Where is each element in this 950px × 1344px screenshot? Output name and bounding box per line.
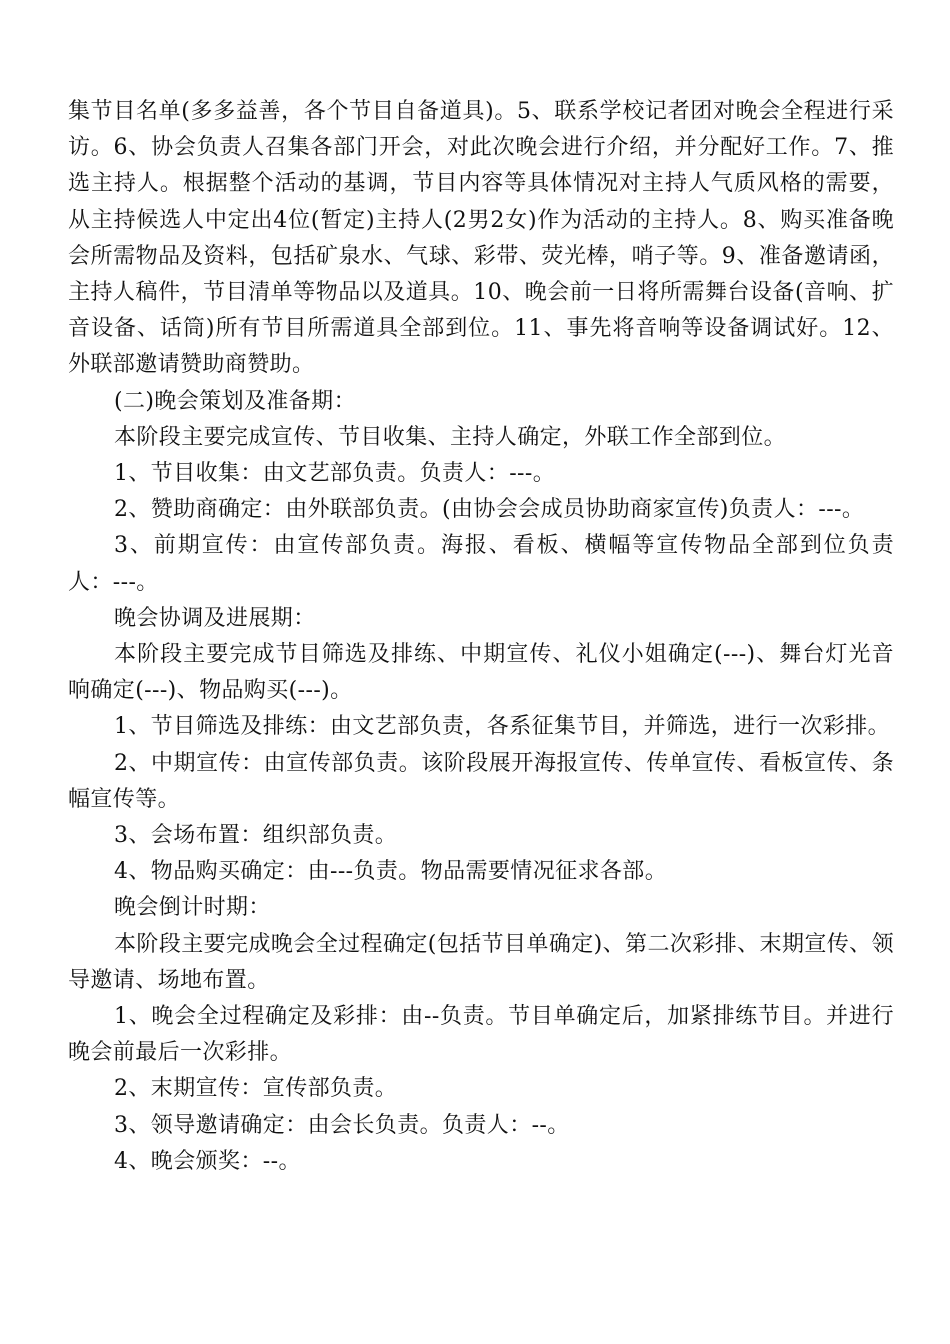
paragraph-7: 晚会协调及进展期： — [114, 605, 316, 631]
paragraph-1: 集节目名单(多多益善，各个节目自备道具)。5、联系学校记者团对晚会全程进行采访。6、协会负责人召集各部门开会，对此次晚会进行介绍，并分配好工作。7、推选主持人。根据整个活动的基调，节目内容等具体情况对主持人气质风格的需要，从主持候选人中定出4位(暂定)主持人(2男2女)作为活动的主持人。8、购买准备晚会所需物品及资料，包括矿泉水、气球、彩带、荧光棒，哨子等。9、准备邀请函，主持人稿件，节目清单等物品以及道具。10、晚会前一日将所需舞台设备(音响、扩音设备、话筒)所有节目所需道具全部到位。11、事先将音响等设备调试好。12、外联部邀请赞助商赞助。 — [68, 99, 894, 378]
paragraph-3: 本阶段主要完成宣传、节目收集、主持人确定，外联工作全部到位。 — [114, 424, 787, 450]
paragraph-5: 2、赞助商确定：由外联部负责。(由协会会成员协助商家宣传)负责人：---。 — [114, 497, 865, 523]
paragraph-17: 3、领导邀请确定：由会长负责。负责人：--。 — [114, 1112, 570, 1138]
paragraph-12: 4、物品购买确定：由---负责。物品需要情况征求各部。 — [114, 859, 668, 885]
document-body — [68, 94, 894, 1180]
paragraph-10: 2、中期宣传：由宣传部负责。该阶段展开海报宣传、传单宣传、看板宣传、条幅宣传等。 — [68, 750, 894, 812]
paragraph-16: 2、末期宣传：宣传部负责。 — [114, 1076, 398, 1102]
paragraph-9: 1、节目筛选及排练：由文艺部负责，各系征集节目，并筛选，进行一次彩排。 — [114, 714, 890, 740]
paragraph-4: 1、节目收集：由文艺部负责。负责人：---。 — [114, 461, 556, 487]
paragraph-13: 晚会倒计时期： — [114, 895, 271, 921]
paragraph-6: 3、前期宣传：由宣传部负责。海报、看板、横幅等宣传物品全部到位负责人：---。 — [68, 533, 894, 595]
paragraph-8: 本阶段主要完成节目筛选及排练、中期宣传、礼仪小姐确定(---)、舞台灯光音响确定(---)、物品购买(---)。 — [68, 642, 894, 704]
paragraph-15: 1、晚会全过程确定及彩排：由--负责。节目单确定后，加紧排练节目。并进行晚会前最后一次彩排。 — [68, 1004, 894, 1066]
paragraph-2: (二)晚会策划及准备期： — [114, 388, 356, 414]
paragraph-14: 本阶段主要完成晚会全过程确定(包括节目单确定)、第二次彩排、末期宣传、领导邀请、场地布置。 — [68, 931, 894, 993]
paragraph-18: 4、晚会颁奖：--。 — [114, 1148, 301, 1174]
paragraph-11: 3、会场布置：组织部负责。 — [114, 823, 398, 849]
